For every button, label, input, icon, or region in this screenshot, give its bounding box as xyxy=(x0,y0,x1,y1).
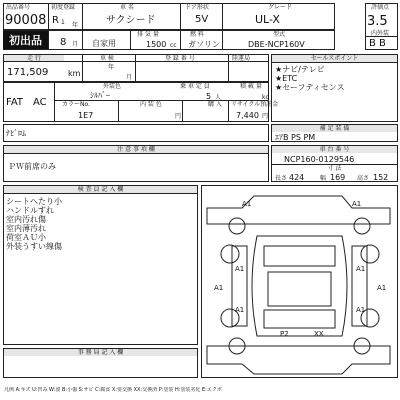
use-type: 自家用 xyxy=(92,39,116,48)
wheel-top-front xyxy=(229,218,245,234)
reg-year: 1 xyxy=(61,19,65,26)
chassis-title: 車 台 番 号 xyxy=(272,146,397,153)
reg-year-unit: 年 xyxy=(72,22,79,29)
car-name-label: 車 名 xyxy=(120,4,134,11)
listed-badge: 初出品 xyxy=(3,31,48,49)
width: 169 xyxy=(330,173,346,182)
first-reg-label: 初度登録 xyxy=(51,4,76,11)
displacement-unit: cc xyxy=(170,42,177,49)
recycle-label: リサイクル預託金 xyxy=(231,101,279,108)
inspection-item: 室内薄汚れ xyxy=(6,224,46,233)
windshield xyxy=(264,246,335,266)
reg-month-unit: 月 xyxy=(72,41,79,48)
recycle: 7,440 xyxy=(236,111,259,120)
inspection-item: 荷室ＡＵ小 xyxy=(6,233,46,242)
damage-mark: XX xyxy=(314,330,324,338)
notes-value: ＰＷ前席のみ xyxy=(8,162,56,171)
fuel-label: 燃 料 xyxy=(190,31,204,38)
damage-mark: A1 xyxy=(356,265,366,273)
roof xyxy=(268,272,331,306)
score-label: 評価点 xyxy=(371,4,390,11)
reg-no-label: 登 録 番 号 xyxy=(165,55,195,62)
model: DBE-NCP160V xyxy=(248,40,305,49)
car-side-bottom xyxy=(207,346,390,374)
grade-label: グレード xyxy=(268,4,293,11)
damage-mark: P2 xyxy=(280,330,289,338)
lot-no: 90008 xyxy=(5,13,47,28)
reg-expiry-label: 陸運局 xyxy=(232,55,251,62)
damage-mark: A1 xyxy=(377,284,387,292)
shift: FAT xyxy=(6,97,24,108)
color-label: 外装色 xyxy=(103,83,122,90)
damage-mark: A1 xyxy=(235,265,245,273)
height: 152 xyxy=(373,173,389,182)
color-no: 1E7 xyxy=(78,111,94,120)
purchase-label: 購 入 xyxy=(208,101,222,108)
inspection-item: ハンドルすれ xyxy=(6,206,54,215)
fuel: ガソリン xyxy=(188,40,220,49)
mileage-label: 走 行 xyxy=(4,55,64,62)
damage-mark: A1 xyxy=(352,200,362,208)
score: 3.5 xyxy=(367,14,388,29)
wheel-right-front xyxy=(361,245,379,263)
damage-mark: A1 xyxy=(242,200,252,208)
capacity-label: 乗 車 定 員 xyxy=(180,83,210,90)
sales-point-item: ★ナビ/テレビ xyxy=(275,65,325,74)
car-side-right xyxy=(352,246,367,326)
sales-point-item: ★セーフティセンス xyxy=(275,83,345,92)
capacity-unit: 人 xyxy=(215,94,222,101)
car-diagram-svg xyxy=(202,186,397,377)
legend: 凡例 A:キズ U:凹み W:波 B:小傷 S:サビ C:腐食 X:要交換 XX:交換済 P:塗装 H:塗装劣化 E:エクボ xyxy=(4,387,222,393)
equipment-value: ｴｱB PS PM xyxy=(275,133,316,142)
hgt-label: 高さ xyxy=(357,175,370,182)
displacement-label: 排 気 量 xyxy=(137,31,159,38)
length: 424 xyxy=(289,173,305,182)
inspection-month-unit: 月 xyxy=(126,74,133,81)
damage-mark: A1 xyxy=(235,306,245,314)
capacity: 5 xyxy=(206,92,212,101)
damage-mark: A1 xyxy=(214,284,224,292)
wheel-top-rear xyxy=(354,218,370,234)
damage-mark: A1 xyxy=(356,306,366,314)
chassis-value: NCP160-0129546 xyxy=(284,155,355,164)
ac: AC xyxy=(33,97,47,108)
car-side-left xyxy=(232,246,247,326)
wid-label: 幅 xyxy=(320,175,327,182)
car-diagram xyxy=(201,185,398,378)
load-unit: kg xyxy=(262,94,270,101)
grade-scores: B B xyxy=(369,38,386,49)
mileage: 171,509 xyxy=(7,67,49,78)
recycle-unit: 円 xyxy=(262,113,269,120)
inspection-label: 車 検 xyxy=(100,55,114,62)
sales-points-list xyxy=(275,65,345,92)
rear-window xyxy=(264,310,335,328)
interior-label: 内 装 色 xyxy=(140,101,162,108)
model-label: 型式 xyxy=(273,31,286,38)
mileage-unit: km xyxy=(68,69,81,78)
load-label: 積 載 量 xyxy=(240,83,262,90)
car-name: サクシード xyxy=(106,15,156,26)
currency-unit: 円 xyxy=(175,113,182,120)
color-no-label: カラーNo. xyxy=(62,101,90,108)
inspection-list xyxy=(6,197,62,251)
sales-point-item: ★ETC xyxy=(275,74,298,83)
reg-month: 8 xyxy=(60,37,67,48)
len-label: 長さ xyxy=(275,175,288,182)
manual-box xyxy=(3,124,269,142)
doors-label: ドア形状 xyxy=(185,4,209,11)
grade: UL-X xyxy=(255,13,280,26)
sales-points-title: セールスポイント xyxy=(272,55,397,62)
inspection-year-unit: 年 xyxy=(108,64,115,71)
car-body-plan xyxy=(252,236,347,336)
dealer-title: 事 務 局 記 入 欄 xyxy=(4,349,197,356)
reg-era: R xyxy=(52,15,59,26)
wheel-left-front xyxy=(221,245,239,263)
displacement: 1500 xyxy=(146,40,167,49)
inspection-item: 外装うすい線傷 xyxy=(6,242,62,251)
equipment-title: 補 足 装 備 xyxy=(272,125,397,132)
inspection-item: 室内汚れ傷 xyxy=(6,215,46,224)
lot-no-label: 出品番号 xyxy=(6,4,31,11)
color: ｼﾙﾊﾞｰ xyxy=(90,91,110,100)
inspection-item: シートへたり小 xyxy=(6,197,62,206)
dims-title: 寸 法 xyxy=(327,165,342,172)
car-side-top xyxy=(207,196,390,224)
grade-scores-label: 内外装 xyxy=(371,30,390,37)
notes-title: 注 意 事 項 欄 xyxy=(4,146,268,153)
manual-label: ﾅﾋﾞﾛﾑ xyxy=(6,129,26,138)
inspection-title: 検 査 員 記 入 欄 xyxy=(4,186,197,193)
doors: 5V xyxy=(195,14,209,25)
